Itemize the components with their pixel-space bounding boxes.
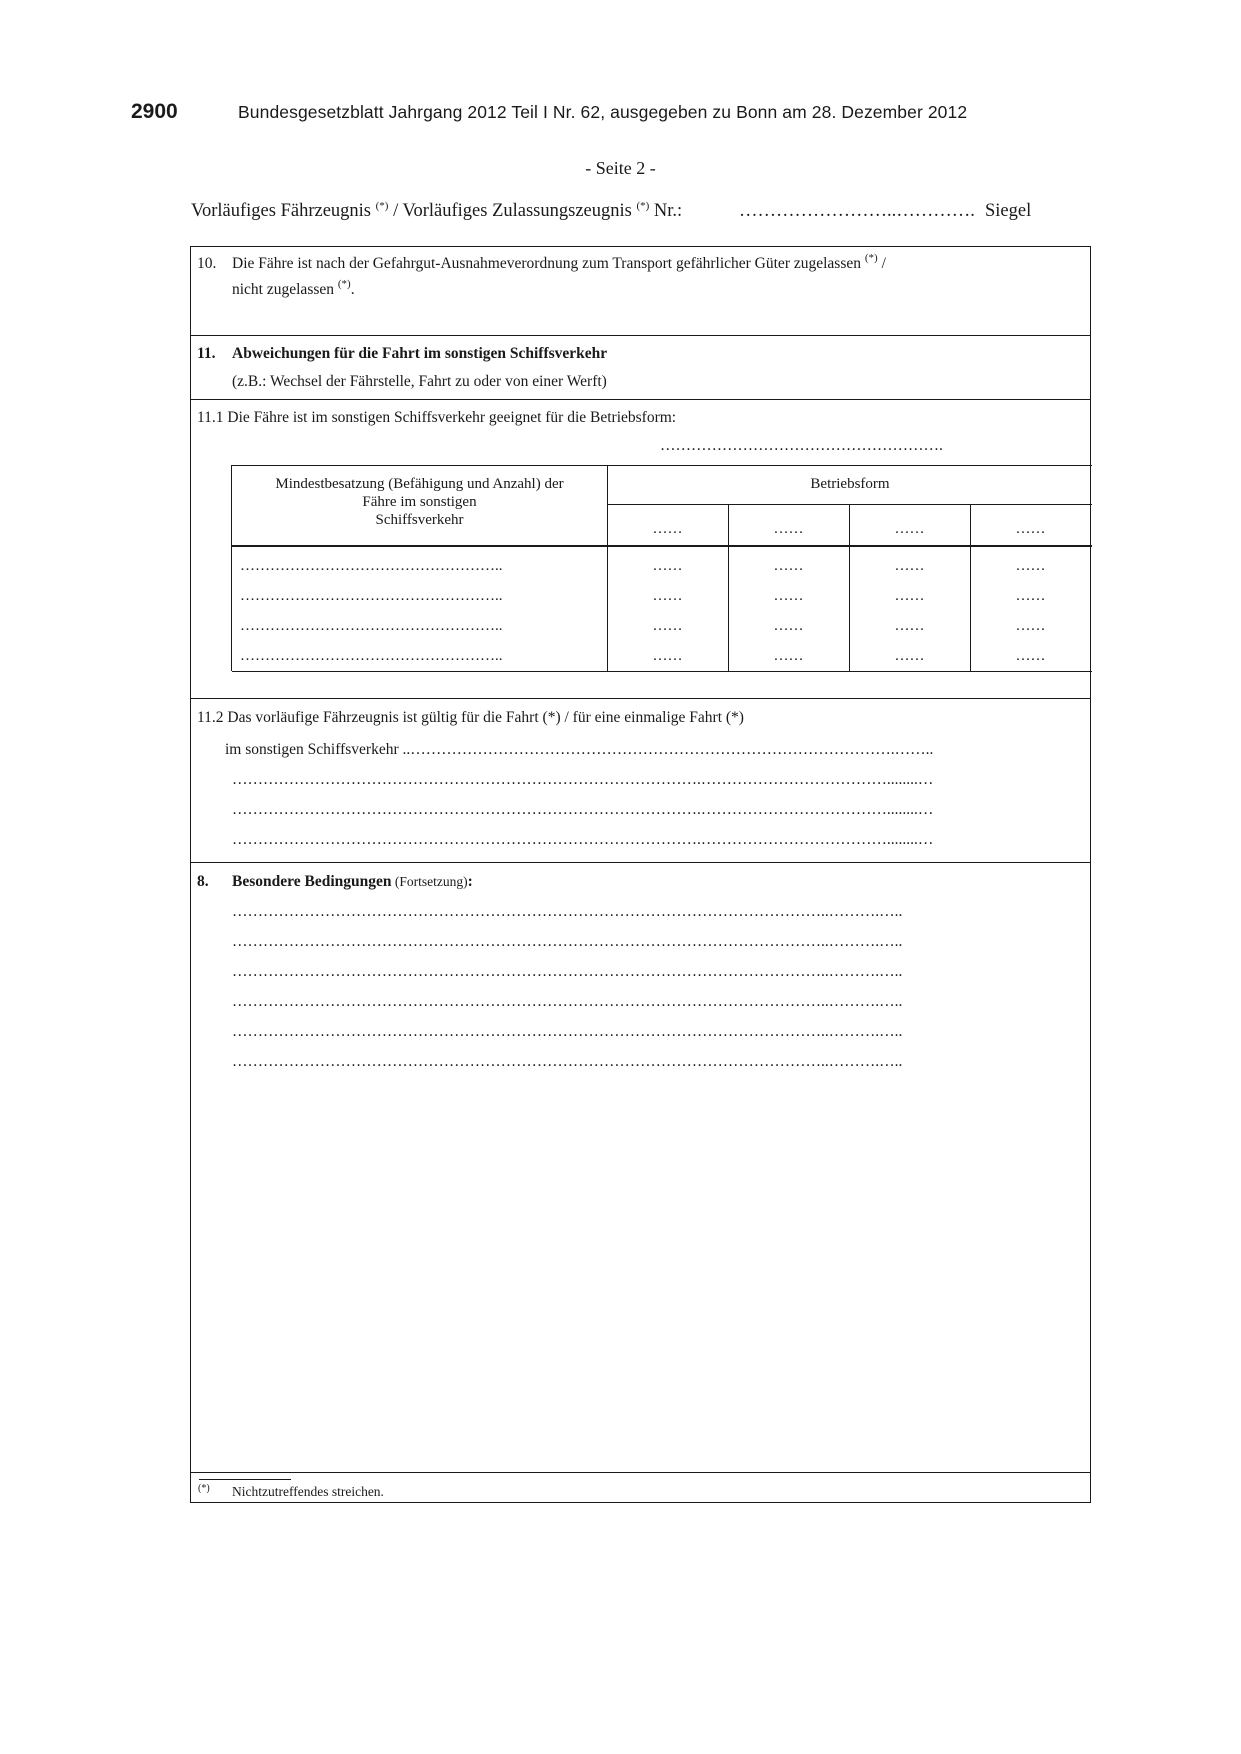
crew-label-field[interactable]: ……………………………………………..: [240, 558, 503, 574]
section10-line1-end: /: [877, 255, 886, 272]
divider: [191, 862, 1090, 863]
certificate-number-dots-end: .: [970, 201, 975, 221]
crew-count-field[interactable]: ……: [773, 588, 804, 604]
footnote-text: Nichtzutreffendes streichen.: [232, 1484, 384, 1499]
crew-count-field[interactable]: ……: [652, 618, 683, 634]
crew-header-line2: Fähre im sonstigen: [362, 494, 477, 510]
crew-label-field[interactable]: ……………………………………………..: [240, 648, 503, 664]
seal-label: Siegel: [985, 201, 1032, 221]
divider: [191, 399, 1090, 400]
operation-mode-subheader[interactable]: ……: [894, 521, 925, 537]
conditions-dots-line[interactable]: ……………………………………………………………………………………………………..……….…..: [232, 993, 903, 1010]
section10-line2-end: .: [350, 281, 355, 298]
section10-number: 10.: [197, 255, 217, 272]
table-header-divider: [232, 545, 1092, 547]
section11-2-dots-line[interactable]: ……………………………………………………………………………….………………………………........…: [232, 771, 934, 788]
crew-table: [231, 465, 1092, 671]
crew-label-field[interactable]: ……………………………………………..: [240, 618, 503, 634]
crew-header-line3: Schiffsverkehr: [375, 512, 464, 528]
crew-count-field[interactable]: ……: [773, 558, 804, 574]
crew-count-field[interactable]: ……: [1015, 588, 1046, 604]
section10-line2-text: nicht zugelassen: [232, 281, 338, 298]
crew-count-field[interactable]: ……: [652, 558, 683, 574]
operation-mode-subheader[interactable]: ……: [1015, 521, 1046, 537]
certificate-number-field[interactable]: [739, 201, 975, 222]
section11-1-text: 11.1 Die Fähre ist im sonstigen Schiffsverkehr geeignet für die Betriebsform:: [197, 409, 677, 426]
section8-heading-text: Besondere Bedingungen: [232, 873, 392, 890]
crew-count-field[interactable]: ……: [1015, 648, 1046, 664]
crew-count-field[interactable]: ……: [894, 558, 925, 574]
crew-count-field[interactable]: ……: [894, 618, 925, 634]
operation-mode-subheader[interactable]: ……: [773, 521, 804, 537]
section11-note: (z.B.: Wechsel der Fährstelle, Fahrt zu oder von einer Werft): [232, 373, 607, 390]
section11-2-line2[interactable]: im sonstigen Schiffsverkehr ..………………………………………………………………………………….……..: [225, 741, 934, 758]
section8-number: 8.: [197, 873, 209, 890]
divider: [191, 1472, 1090, 1473]
footnote-separator: [199, 1479, 291, 1480]
page-label: - Seite 2 -: [585, 158, 656, 178]
gazette-header: Bundesgesetzblatt Jahrgang 2012 Teil I Nr. 62, ausgegeben zu Bonn am 28. Dezember 2012: [238, 102, 968, 122]
section11-2-dots-line[interactable]: ……………………………………………………………………………….………………………………........…: [232, 831, 934, 848]
section10-line2: [232, 278, 355, 299]
footnote-mark: (*): [198, 1483, 210, 1494]
section10-line1: [232, 252, 886, 273]
table-bottom-border: [232, 671, 1092, 672]
crew-count-field[interactable]: ……: [652, 588, 683, 604]
form-title: [191, 201, 682, 222]
crew-count-field[interactable]: ……: [1015, 618, 1046, 634]
divider: [191, 335, 1090, 336]
crew-label-field[interactable]: ……………………………………………..: [240, 588, 503, 604]
operation-mode-field[interactable]: ……………………………………………….: [660, 437, 943, 454]
form-title-part2: / Vorläufiges Zulassungszeugnis: [388, 201, 637, 221]
conditions-dots-line[interactable]: ……………………………………………………………………………………………………..……….…..: [232, 903, 903, 920]
footnote-marker: (*): [864, 252, 878, 264]
footnote-marker: (*): [636, 200, 650, 212]
section11-number: 11.: [197, 345, 216, 362]
section11-2-dots-line[interactable]: ……………………………………………………………………………….………………………………........…: [232, 801, 934, 818]
section11-heading: Abweichungen für die Fahrt im sonstigen Schiffsverkehr: [232, 345, 608, 362]
form-box: [190, 246, 1091, 1503]
section8-heading: [232, 873, 473, 891]
crew-count-field[interactable]: ……: [1015, 558, 1046, 574]
operation-mode-header: Betriebsform: [810, 476, 890, 492]
conditions-dots-line[interactable]: ……………………………………………………………………………………………………..……….…..: [232, 1053, 903, 1070]
form-title-part3: Nr.:: [649, 201, 683, 221]
form-title-part1: Vorläufiges Fährzeugnis: [191, 201, 376, 221]
crew-count-field[interactable]: ……: [894, 648, 925, 664]
footnote-marker: (*): [337, 278, 351, 290]
crew-count-field[interactable]: ……: [894, 588, 925, 604]
crew-count-field[interactable]: ……: [773, 648, 804, 664]
certificate-number-dots: ……………………..…………: [739, 201, 971, 221]
section8-colon: :: [467, 873, 473, 890]
table-row-divider: [607, 504, 1092, 505]
page-number: 2900: [131, 100, 178, 123]
footnote-marker: (*): [375, 200, 389, 212]
conditions-dots-line[interactable]: ……………………………………………………………………………………………………..……….…..: [232, 963, 903, 980]
divider: [191, 698, 1090, 699]
operation-mode-subheader[interactable]: ……: [652, 521, 683, 537]
section8-note: (Fortsetzung): [391, 874, 468, 889]
conditions-dots-line[interactable]: ……………………………………………………………………………………………………..……….…..: [232, 1023, 903, 1040]
crew-count-field[interactable]: ……: [652, 648, 683, 664]
conditions-dots-line[interactable]: ……………………………………………………………………………………………………..……….…..: [232, 933, 903, 950]
section10-line1-text: Die Fähre ist nach der Gefahrgut-Ausnahmeverordnung zum Transport gefährlicher Güter zugelassen: [232, 255, 865, 272]
crew-header-line1: Mindestbesatzung (Befähigung und Anzahl) der: [275, 476, 564, 492]
crew-count-field[interactable]: ……: [773, 618, 804, 634]
section11-2-line1: 11.2 Das vorläufige Fährzeugnis ist gültig für die Fahrt (*) / für eine einmalige Fahrt (*): [197, 709, 744, 726]
